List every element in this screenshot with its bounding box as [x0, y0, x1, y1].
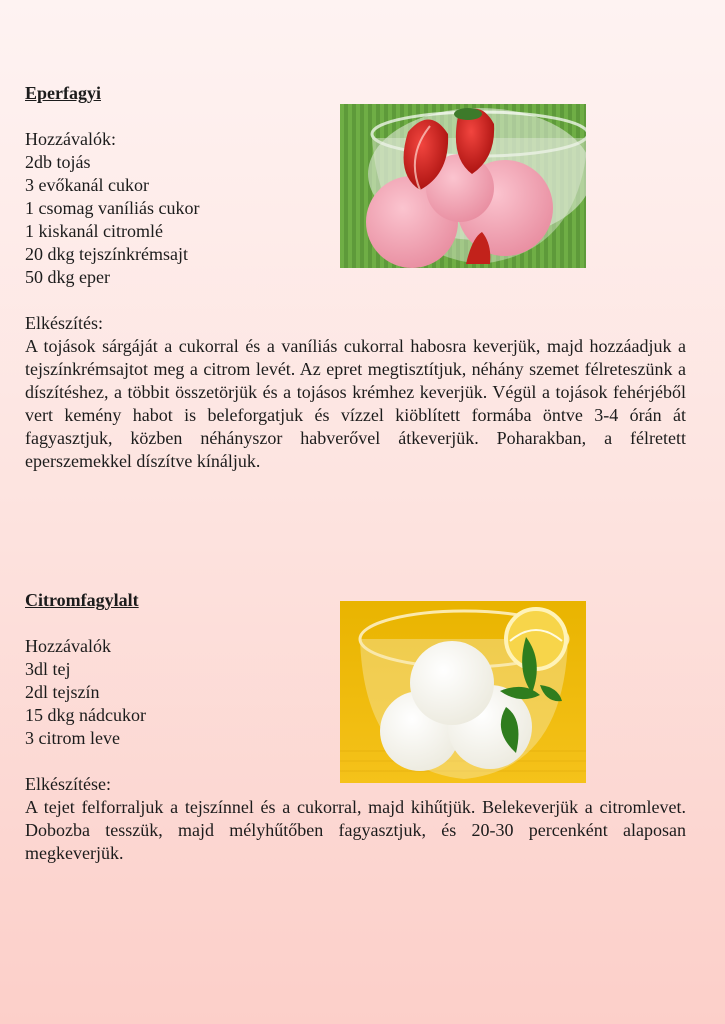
- list-item: 15 dkg nádcukor: [25, 705, 146, 725]
- recipe-title: Eperfagyi: [25, 83, 101, 103]
- method-text: A tejet felforraljuk a tejszínnel és a cukorral, majd kihűtjük. Belekeverjük a citromlevet. Dobozba tesszük, majd mélyhűtőben fagyasztjuk, és 20-30 percenként alaposan megkeverjük.: [25, 797, 686, 863]
- ingredients-label: Hozzávalók:: [25, 129, 116, 149]
- strawberry-ice-cream-photo: [340, 104, 586, 268]
- ingredients-label: Hozzávalók: [25, 636, 111, 656]
- recipe-title: Citromfagylalt: [25, 590, 139, 610]
- method-label: Elkészítése:: [25, 774, 111, 794]
- list-item: 1 kiskanál citromlé: [25, 221, 163, 241]
- lemon-ice-cream-photo: [340, 601, 586, 783]
- list-item: 3 citrom leve: [25, 728, 120, 748]
- list-item: 2db tojás: [25, 152, 91, 172]
- list-item: 3 evőkanál cukor: [25, 175, 149, 195]
- list-item: 3dl tej: [25, 659, 71, 679]
- list-item: 20 dkg tejszínkrémsajt: [25, 244, 188, 264]
- list-item: 50 dkg eper: [25, 267, 110, 287]
- list-item: 1 csomag vaníliás cukor: [25, 198, 200, 218]
- list-item: 2dl tejszín: [25, 682, 100, 702]
- method-text: A tojások sárgáját a cukorral és a vaníliás cukorral habosra keverjük, majd hozzáadjuk a tejszínkrémsajtot meg a citrom levét. Az epret megtisztítjuk, néhány szemet félreteszünk a díszítéshez, a többit összetörjük és a tojásos krémhez keverjük. Végül a tojások fehérjéből vert kemény habot is beleforgatjuk és vízzel kiöblített formába öntve 3-4 órán át fagyasztjuk, közben néhányszor habverővel átkeverjük. Poharakban, a félretett eperszemekkel díszítve kínáljuk.: [25, 336, 686, 471]
- method-label: Elkészítés:: [25, 313, 103, 333]
